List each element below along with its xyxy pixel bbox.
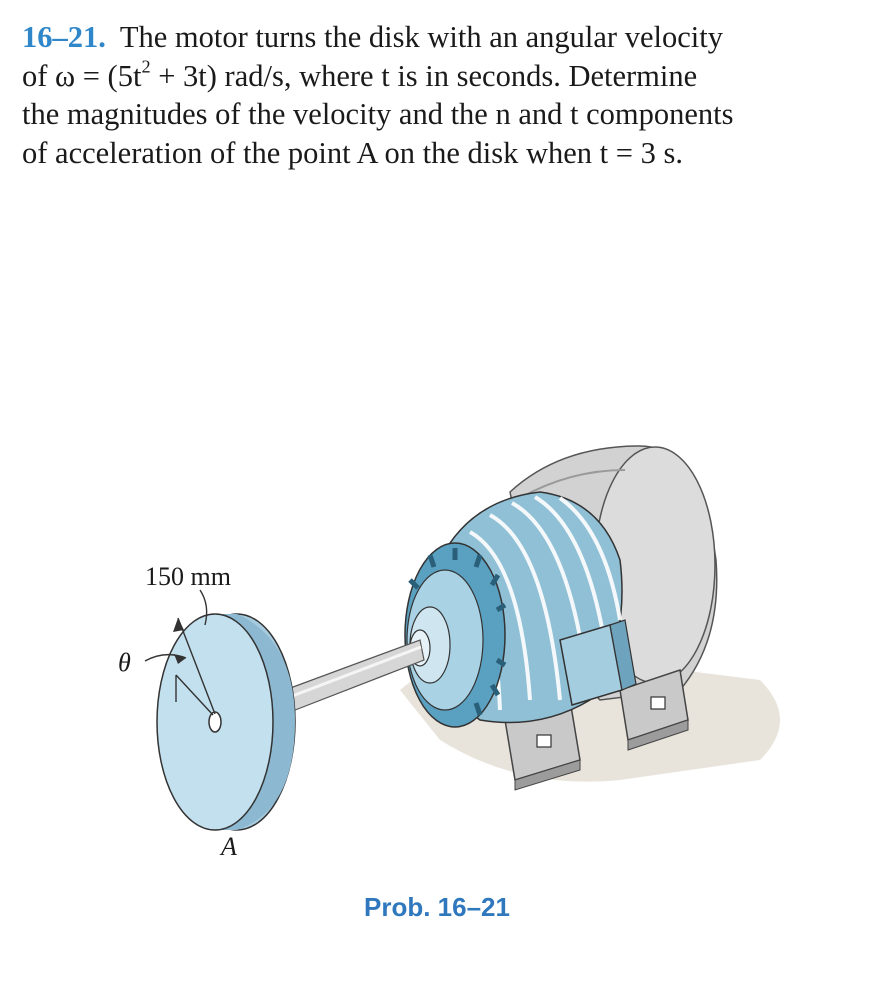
point-a-label: A bbox=[221, 832, 237, 861]
problem-text-2b: + 3t) rad/s, where t is in seconds. Determine bbox=[150, 58, 698, 93]
radius-label: 150 mm bbox=[145, 562, 231, 591]
disk bbox=[157, 614, 295, 830]
problem-line-2 bbox=[22, 57, 852, 96]
problem-statement bbox=[22, 18, 852, 172]
problem-text-2a: of ω = (5t bbox=[22, 58, 142, 93]
angle-label: θ bbox=[118, 648, 131, 677]
problem-text-1: The motor turns the disk with an angular velocity bbox=[119, 20, 723, 54]
problem-line-4: of acceleration of the point A on the disk when t = 3 s. bbox=[22, 135, 683, 170]
figure-caption: Prob. 16–21 bbox=[364, 892, 510, 922]
problem-number: 16–21. bbox=[22, 20, 106, 54]
problem-line-3: the magnitudes of the velocity and the n and t components bbox=[22, 97, 734, 131]
problem-line-1 bbox=[22, 18, 852, 57]
motor-disk-figure bbox=[0, 400, 874, 900]
exponent: 2 bbox=[141, 55, 151, 76]
shaft bbox=[285, 640, 424, 712]
